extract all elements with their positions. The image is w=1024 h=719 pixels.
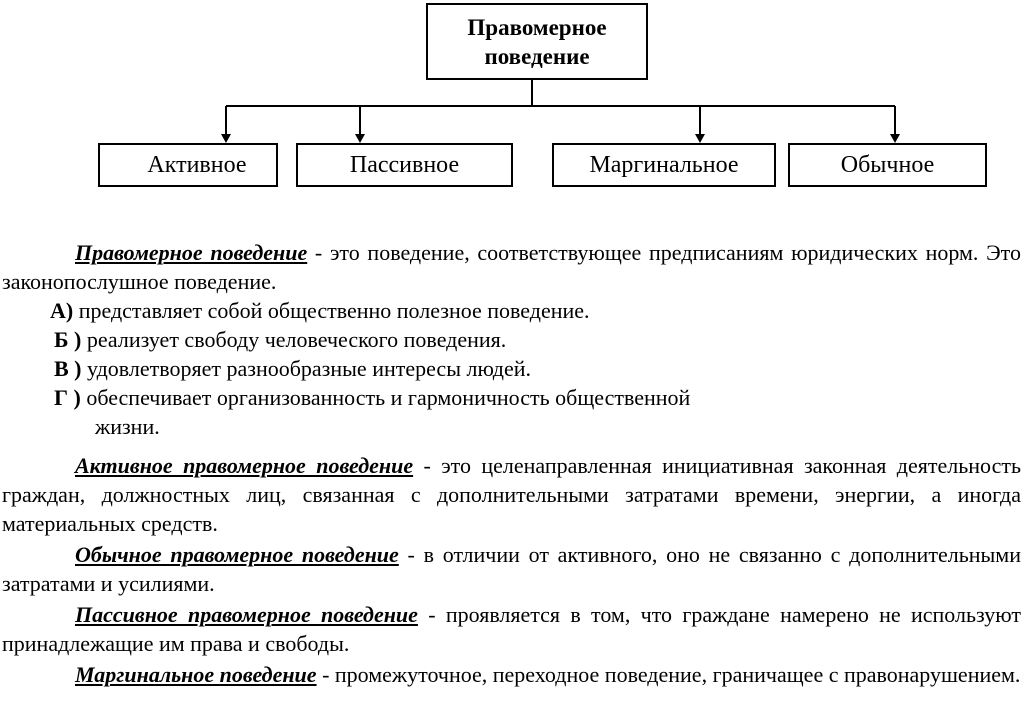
list-marker: А)	[50, 298, 74, 323]
definition-term: Активное правомерное поведение	[75, 453, 414, 478]
node-marginal	[552, 143, 776, 187]
definition-passive	[2, 600, 1021, 658]
arrowhead	[695, 134, 705, 143]
list-marker: Г )	[54, 385, 81, 410]
definition-text: - в отличии от активного, оно не связанно с дополнительными затратами и усилиями.	[2, 542, 1021, 596]
arrowhead	[890, 134, 900, 143]
list-marker: Б )	[54, 327, 82, 352]
definition-main	[2, 238, 1021, 296]
list-text: представляет собой общественно полезное поведение.	[73, 298, 590, 323]
definition-ordinary	[2, 540, 1021, 598]
list-item	[50, 296, 590, 325]
definition-term: Пассивное правомерное поведение	[75, 602, 418, 627]
node-ordinary-label: Обычное	[840, 151, 935, 178]
definition-active	[2, 451, 1021, 538]
list-marker: В )	[54, 356, 82, 381]
definition-marginal	[2, 660, 1021, 689]
node-active-label: Активное	[147, 151, 247, 178]
root-node-label: Правомерное поведение	[467, 14, 607, 69]
list-item	[54, 354, 531, 383]
list-continuation: жизни.	[95, 414, 160, 439]
list-text: реализует свободу человеческого поведения.	[81, 327, 507, 352]
list-text: удовлетворяет разнообразные интересы людей.	[81, 356, 532, 381]
arrowhead	[355, 134, 365, 143]
node-passive-label: Пассивное	[349, 151, 460, 178]
node-active	[98, 143, 278, 187]
definition-text: - проявляется в том, что граждане намерено не используют принадлежащие им права и свободы.	[2, 602, 1022, 656]
list-item	[54, 383, 690, 412]
definition-term: Правомерное поведение	[75, 240, 308, 265]
list-text: обеспечивает организованность и гармоничность общественной	[80, 385, 691, 410]
node-passive	[296, 143, 513, 187]
definition-text: - это целенаправленная инициативная законная деятельность граждан, должностных лиц, связанная с дополнительными затратами времени, энергии, а иногда материальных средств.	[2, 453, 1021, 536]
definition-term: Обычное правомерное поведение	[75, 542, 399, 567]
definition-term: Маргинальное поведение	[75, 662, 317, 687]
node-ordinary	[788, 143, 987, 187]
definition-text: - промежуточное, переходное поведение, граничащее с правонарушением.	[316, 662, 1021, 687]
root-node	[426, 3, 648, 80]
list-item	[54, 325, 506, 354]
arrowhead	[221, 134, 231, 143]
definition-text: - это поведение, соответствующее предписаниям юридических норм. Это законопослушное поведение.	[2, 240, 1021, 294]
node-marginal-label: Маргинальное	[589, 151, 739, 178]
